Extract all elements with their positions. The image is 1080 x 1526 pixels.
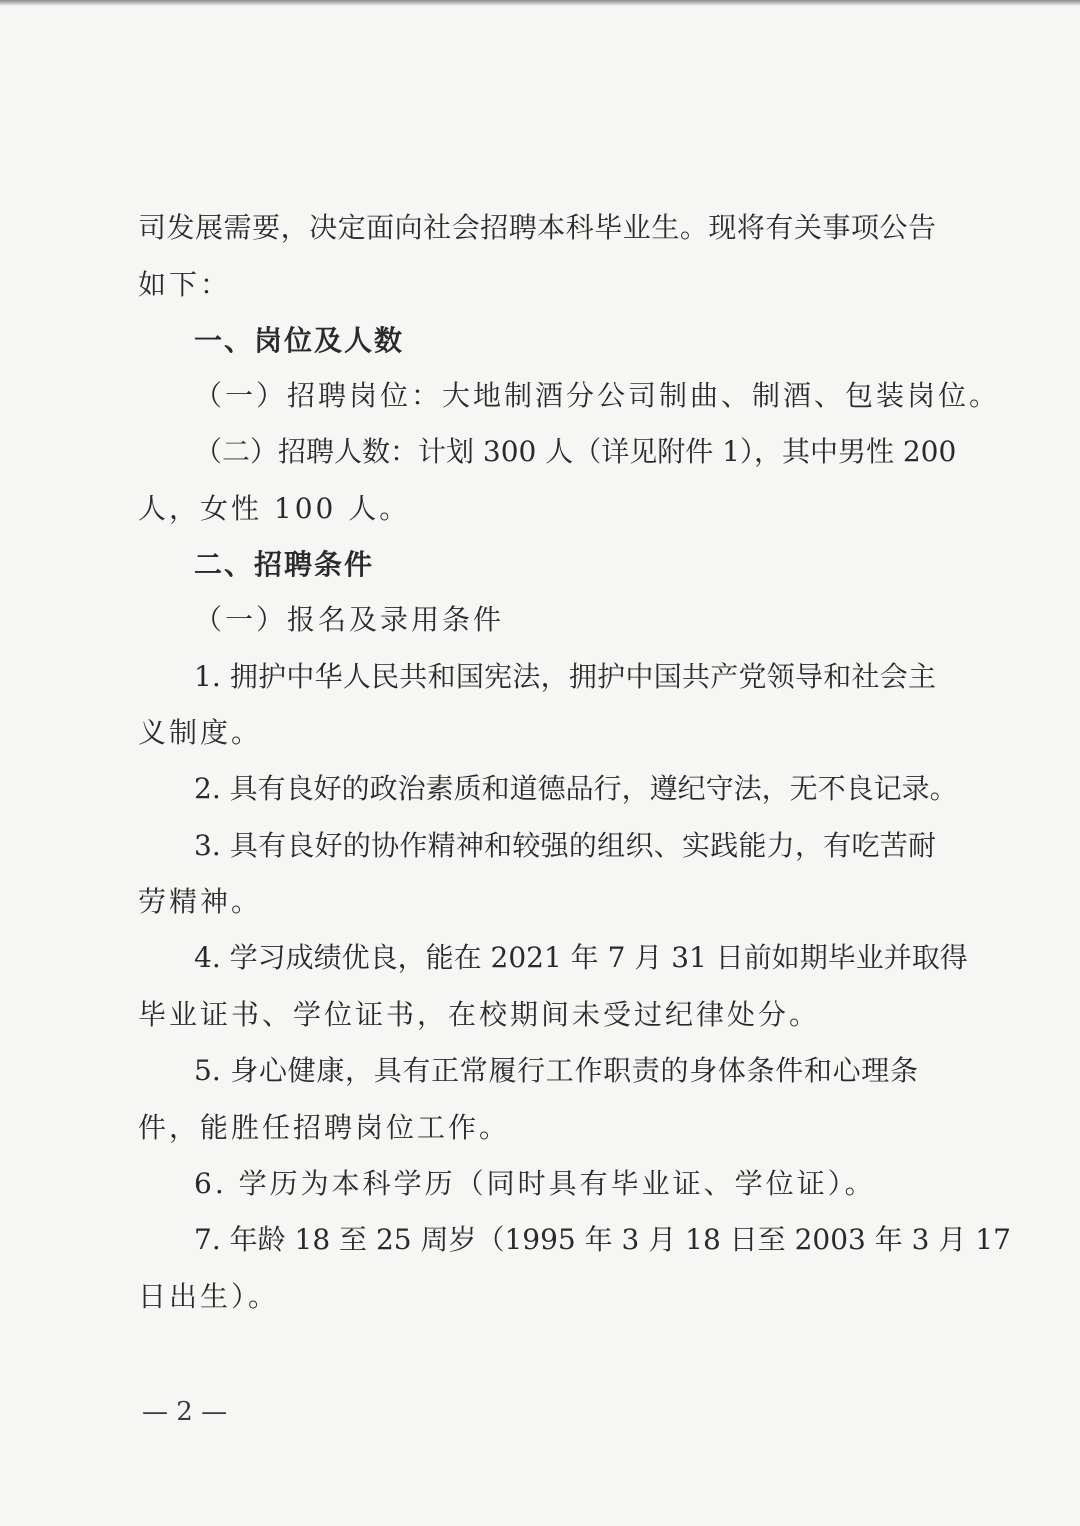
body-text-line: 日出生）。 — [138, 1280, 280, 1313]
body-text-line: 人，女性 100 人。 — [138, 492, 411, 525]
body-text-line: 5. 身心健康，具有正常履行工作职责的身体条件和心理条 — [194, 1054, 918, 1087]
body-text-line: （一）招聘岗位：大地制酒分公司制曲、制酒、包装岗位。 — [194, 379, 1001, 412]
body-text-line: 如下： — [138, 268, 232, 301]
body-text-line: 1. 拥护中华人民共和国宪法，拥护中国共产党领导和社会主 — [194, 660, 936, 693]
body-text-line: 7. 年龄 18 至 25 周岁（1995 年 3 月 18 日至 2003 年 3 月 17 — [194, 1223, 1011, 1256]
body-text-line: 毕业证书、学位证书，在校期间未受过纪律处分。 — [138, 998, 821, 1031]
body-text-line: 3. 具有良好的协作精神和较强的组织、实践能力，有吃苦耐 — [194, 829, 936, 862]
body-text-line: 件，能胜任招聘岗位工作。 — [138, 1111, 511, 1144]
body-text-line: 6. 学历为本科学历（同时具有毕业证、学位证）。 — [194, 1167, 876, 1200]
subsection-heading: （一）报名及录用条件 — [194, 603, 505, 636]
page-number: — 2 — — [142, 1397, 228, 1427]
section-heading: 二、招聘条件 — [194, 548, 375, 581]
body-text-line: 4. 学习成绩优良，能在 2021 年 7 月 31 日前如期毕业并取得 — [194, 941, 968, 974]
body-text-line: 义制度。 — [138, 716, 263, 749]
body-text-line: 司发展需要，决定面向社会招聘本科毕业生。现将有关事项公告 — [138, 211, 936, 244]
body-text-line: （二）招聘人数：计划 300 人（详见附件 1），其中男性 200 — [194, 435, 957, 468]
section-heading: 一、岗位及人数 — [194, 324, 405, 357]
body-text-line: 2. 具有良好的政治素质和道德品行，遵纪守法，无不良记录。 — [194, 772, 958, 805]
body-text-line: 劳精神。 — [138, 885, 263, 918]
